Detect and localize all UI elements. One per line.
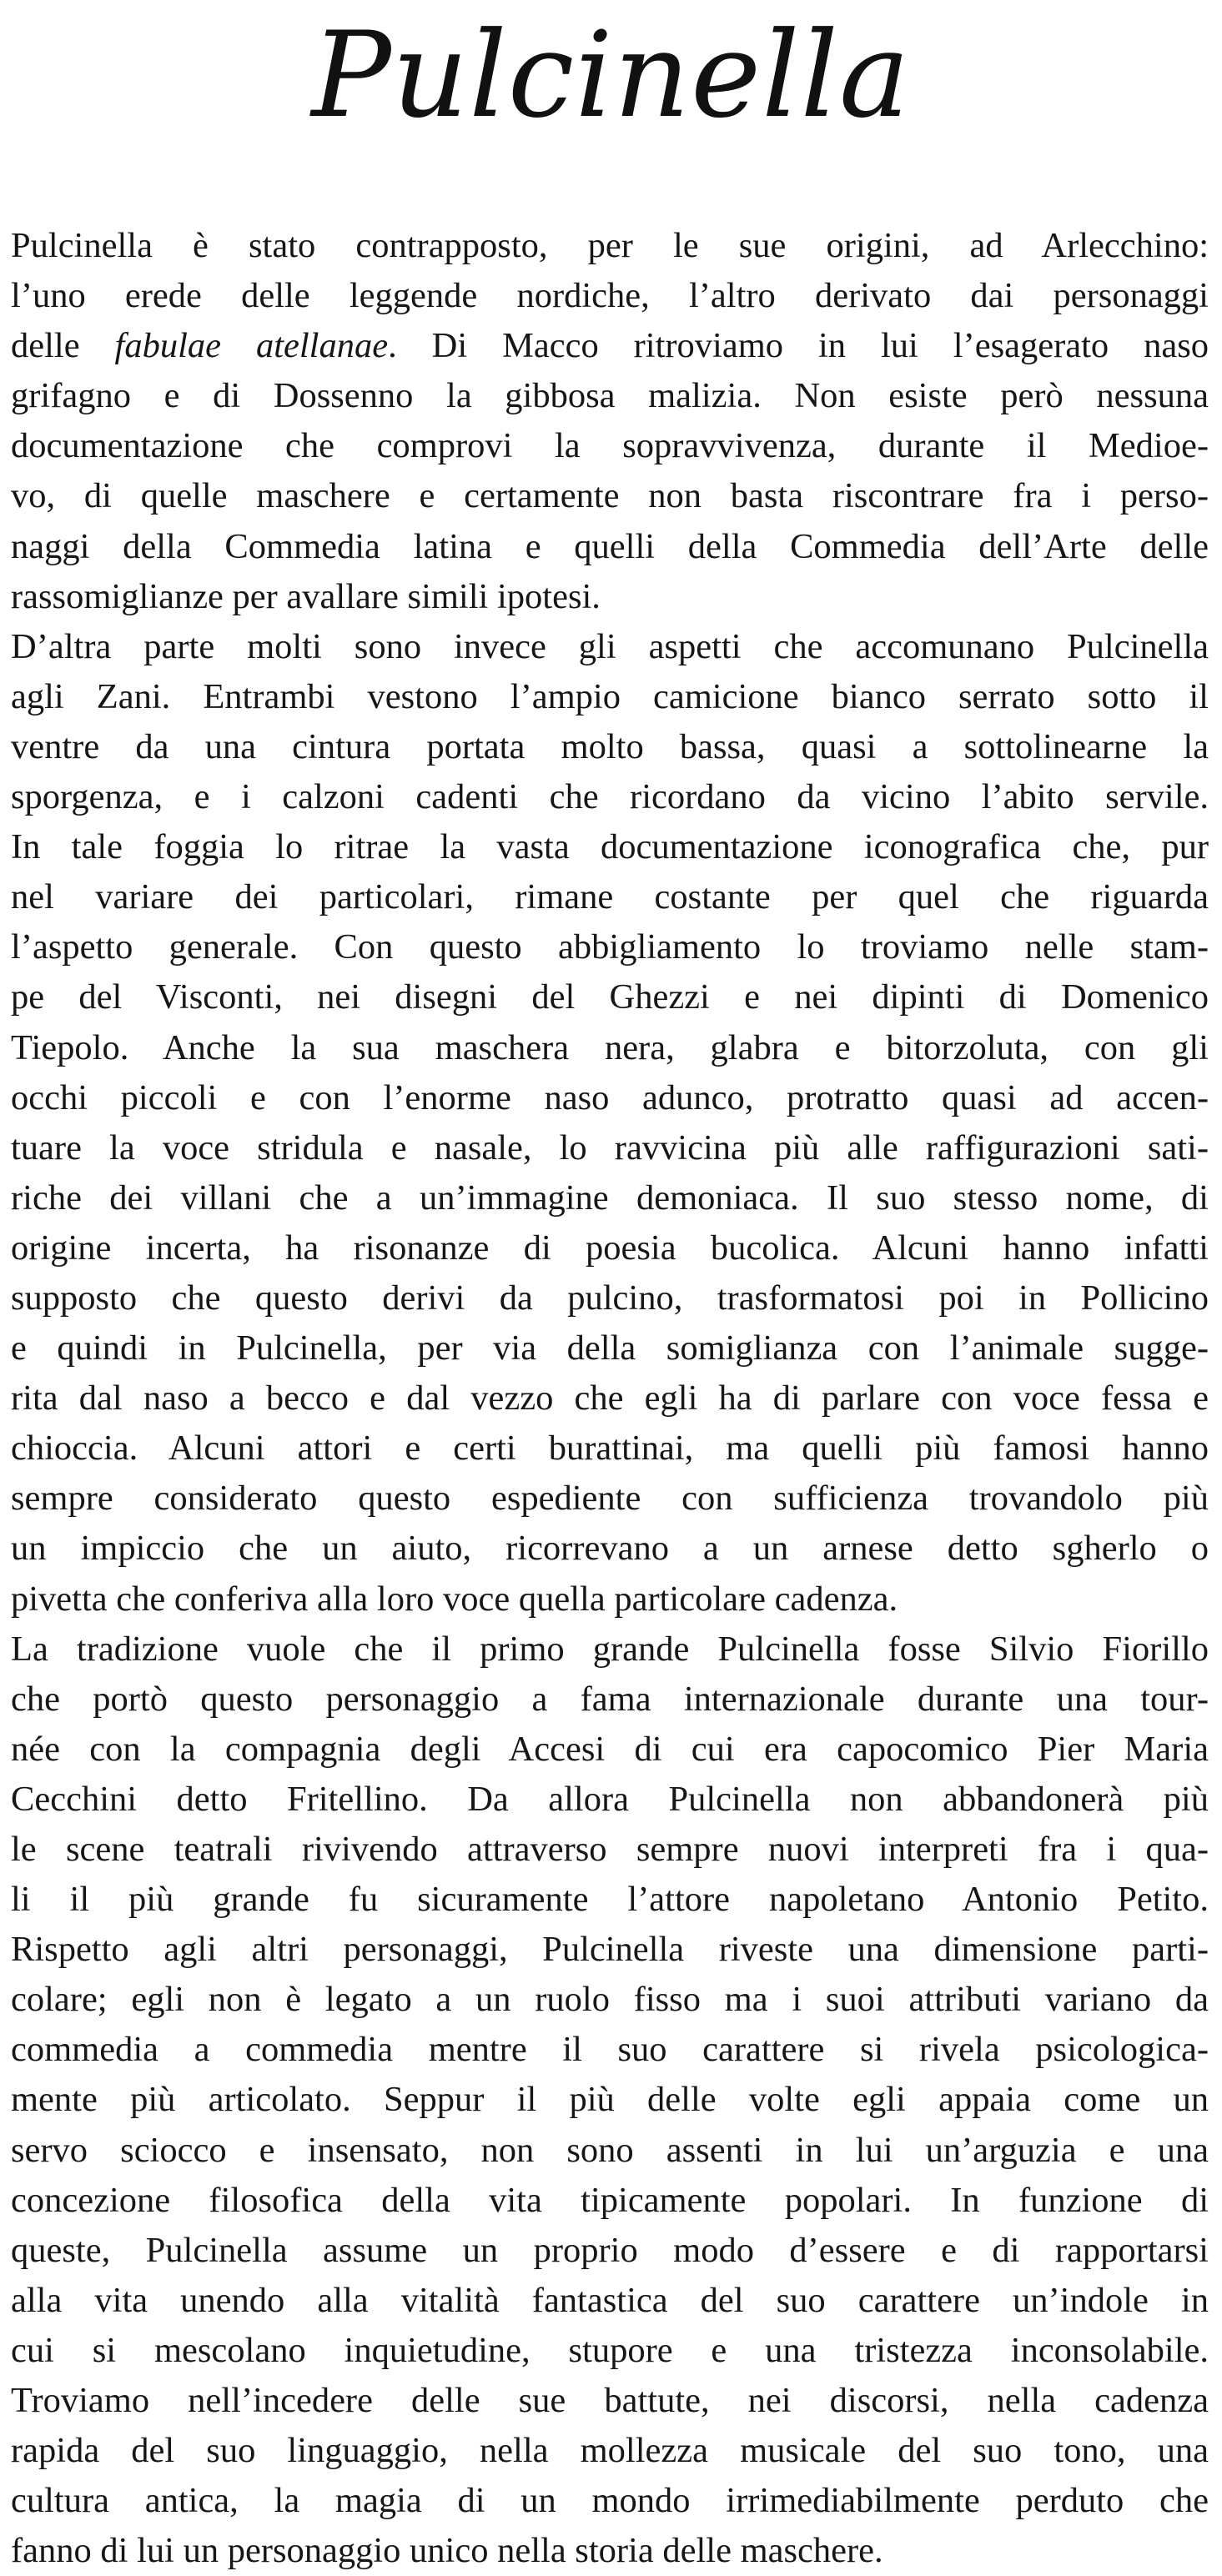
text-line: l’uno erede delle leggende nordiche, l’altro derivato dai personaggi	[11, 276, 1209, 316]
text-line: Cecchini detto Fritellino. Da allora Pulcinella non abbandonerà più	[11, 1779, 1209, 1819]
italic-term: fabulae atellanae	[114, 326, 389, 366]
text-line: commedia a commedia mentre il suo carattere si rivela psicologica-	[11, 2030, 1209, 2070]
text-line: cultura antica, la magia di un mondo irrimediabilmente perduto che	[11, 2481, 1209, 2521]
text-line	[11, 321, 1209, 371]
body-text	[11, 221, 1209, 2576]
page-title: Pulcinella	[311, 7, 911, 144]
text-line: colare; egli non è legato a un ruolo fisso ma i suoi attributi variano da	[11, 1980, 1209, 2020]
text-line: Pulcinella è stato contrapposto, per le sue origini, ad Arlecchino:	[11, 226, 1209, 265]
text-line: Troviamo nell’incedere delle sue battute, nei discorsi, nella cadenza	[11, 2381, 1209, 2421]
text-line: li il più grande fu sicuramente l’attore napoletano Antonio Petito.	[11, 1880, 1209, 1920]
text-line: origine incerta, ha risonanze di poesia bucolica. Alcuni hanno infatti	[11, 1228, 1209, 1268]
text-line: In tale foggia lo ritrae la vasta documentazione iconografica che, pur	[11, 827, 1209, 867]
text-line: rita dal naso a becco e dal vezzo che egli ha di parlare con voce fessa e	[11, 1378, 1209, 1419]
text-line: riche dei villani che a un’immagine demoniaca. Il suo stesso nome, di	[11, 1178, 1209, 1218]
text-line: queste, Pulcinella assume un proprio modo d’essere e di rapportarsi	[11, 2230, 1209, 2270]
text-line: occhi piccoli e con l’enorme naso adunco, protratto quasi ad accen-	[11, 1077, 1209, 1117]
text-line: Rispetto agli altri personaggi, Pulcinella riveste una dimensione parti-	[11, 1930, 1209, 1970]
text-line: naggi della Commedia latina e quelli della Commedia dell’Arte delle	[11, 526, 1209, 566]
text-line: rapida del suo linguaggio, nella mollezza musicale del suo tono, una	[11, 2431, 1209, 2471]
text-line: pivetta che conferiva alla loro voce quella particolare cadenza.	[11, 1579, 898, 1619]
text-line: D’altra parte molti sono invece gli aspetti che accomunano Pulcinella	[11, 626, 1209, 666]
text-line: nel variare dei particolari, rimane costante per quel che riguarda	[11, 877, 1209, 917]
text-line: sporgenza, e i calzoni cadenti che ricordano da vicino l’abito servile.	[11, 777, 1209, 817]
text-line: Tiepolo. Anche la sua maschera nera, glabra e bitorzoluta, con gli	[11, 1027, 1209, 1067]
text-line: vo, di quelle maschere e certamente non basta riscontrare fra i perso-	[11, 476, 1209, 516]
text-line: grifagno e di Dossenno la gibbosa malizia. Non esiste però nessuna	[11, 376, 1209, 416]
text-line: le scene teatrali rivivendo attraverso sempre nuovi interpreti fra i qua-	[11, 1830, 1209, 1869]
text-line: cui si mescolano inquietudine, stupore e una tristezza inconsolabile.	[11, 2330, 1209, 2370]
text-line: un impiccio che un aiuto, ricorrevano a un arnese detto sgherlo o	[11, 1529, 1209, 1569]
text-line: née con la compagnia degli Accesi di cui era capocomico Pier Maria	[11, 1729, 1209, 1769]
text-line: rassomiglianze per avallare simili ipotesi.	[11, 576, 601, 616]
text-segment: . Di Macco ritroviamo in lui l’esagerato naso	[388, 326, 1209, 366]
text-line: documentazione che comprovi la sopravvivenza, durante il Medioe-	[11, 426, 1209, 466]
text-line: concezione filosofica della vita tipicamente popolari. In funzione di	[11, 2180, 1209, 2220]
text-line: tuare la voce stridula e nasale, lo ravvicina più alle raffigurazioni sati-	[11, 1127, 1209, 1167]
text-line: l’aspetto generale. Con questo abbigliamento lo troviamo nelle stam-	[11, 927, 1209, 967]
text-segment: delle	[11, 326, 115, 366]
text-line: fanno di lui un personaggio unico nella storia delle maschere.	[11, 2531, 883, 2571]
text-line: e quindi in Pulcinella, per via della somiglianza con l’animale sugge-	[11, 1328, 1209, 1368]
text-line: pe del Visconti, nei disegni del Ghezzi e nei dipinti di Domenico	[11, 977, 1209, 1017]
text-line: supposto che questo derivi da pulcino, trasformatosi poi in Pollicino	[11, 1278, 1209, 1318]
text-line: che portò questo personaggio a fama internazionale durante una tour-	[11, 1679, 1209, 1719]
text-line: agli Zani. Entrambi vestono l’ampio camicione bianco serrato sotto il	[11, 676, 1209, 716]
text-line: mente più articolato. Seppur il più delle volte egli appaia come un	[11, 2080, 1209, 2120]
text-line: sempre considerato questo espediente con sufficienza trovandolo più	[11, 1479, 1209, 1519]
text-line: alla vita unendo alla vitalità fantastica del suo carattere un’indole in	[11, 2280, 1209, 2320]
text-line: La tradizione vuole che il primo grande Pulcinella fosse Silvio Fiorillo	[11, 1629, 1209, 1669]
text-line: servo sciocco e insensato, non sono assenti in lui un’arguzia e una	[11, 2130, 1209, 2170]
text-line: chioccia. Alcuni attori e certi burattinai, ma quelli più famosi hanno	[11, 1429, 1209, 1469]
text-line: ventre da una cintura portata molto bassa, quasi a sottolinearne la	[11, 726, 1209, 766]
